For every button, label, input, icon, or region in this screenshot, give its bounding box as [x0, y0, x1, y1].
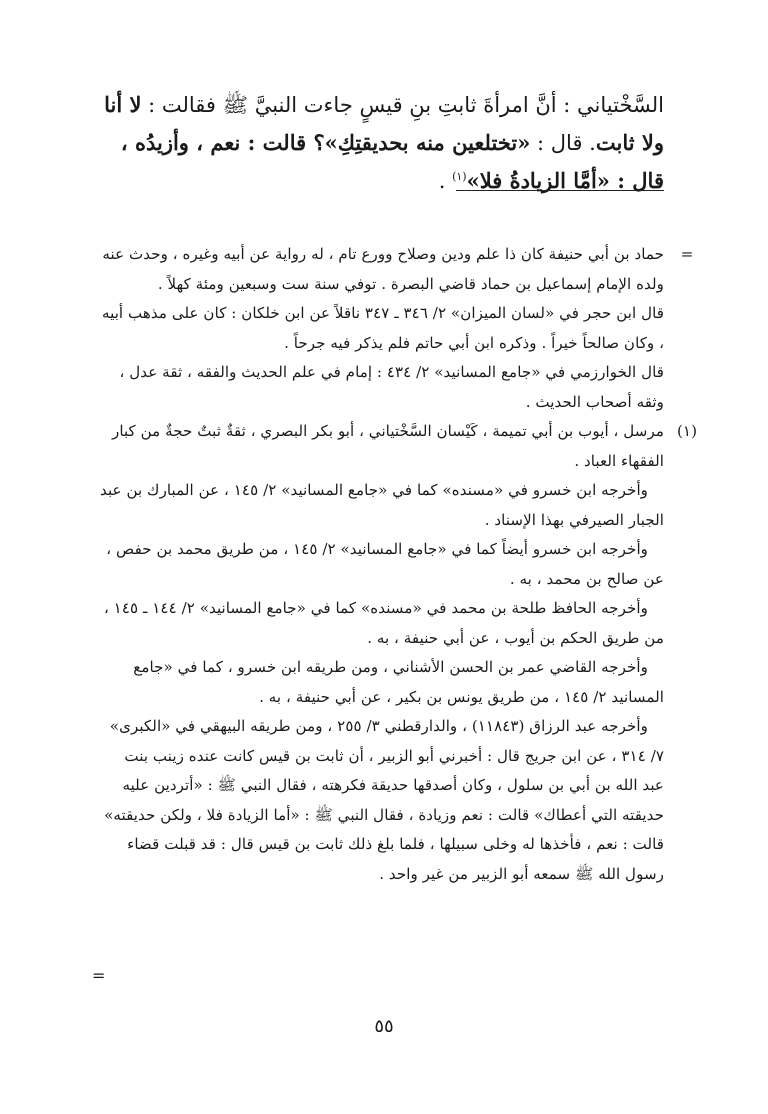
- footnote-text: وأخرجه ابن خسرو أيضاً كما في «جامع المسانيد» ٢/ ١٤٥ ، من طريق محمد بن حفص ، عن صالح بن محمد ، به .: [106, 540, 664, 588]
- footnote-text: وأخرجه القاضي عمر بن الحسن الأشناني ، ومن طريقه ابن خسرو ، كما في «جامع المسانيد ٢/ ١٤٥ ، من طريق يونس بن بكير ، عن أبي حنيفة ، به .: [133, 658, 664, 706]
- footnote-text: وأخرجه الحافظ طلحة بن محمد في «مسنده» كما في «جامع المسانيد» ٢/ ١٤٤ ـ ١٤٥ ، من طريق الحكم بن أيوب ، عن أبي حنيفة ، به .: [103, 599, 664, 647]
- footnote-marker: =: [680, 245, 694, 263]
- footnote-text: مرسل ، أيوب بن أبي تميمة ، كَيْسان السَّخْتياني ، أبو بكر البصري ، ثقةٌ ثبتٌ حجةٌ من كبار الفقهاء العباد .: [111, 422, 664, 470]
- footnote-paragraph: [99, 535, 664, 594]
- footnote-text: وأخرجه عبد الرزاق (١١٨٤٣) ، والدارقطني ٣/ ٢٥٥ ، ومن طريقه البيهقي في «الكبرى» ٧/ ٣١٤ ، عن ابن جريج قال : أخبرني أبو الزبير ، أن ثابت بن قيس كانت عنده زينب بنت عبد الله بن أبي بن سلول ، وكان أصدقها حديقة فكرهته ، فقال النبي ﷺ : «أتردين عليه حديقته التي أعطاك» قالت : نعم وزيادة ، فقال النبي ﷺ : «أما الزيادة فلا ، ولكن حديقته» قالت : نعم ، فأخذها له وخلى سبيلها ، فلما بلغ ذلك ثابت بن قيس قال : قد قبلت قضاء رسول الله ﷺ سمعه أبو الزبير من غير واحد .: [104, 717, 664, 883]
- main-text-bold-quote: «تختلعين منه بحديقتِكِ»؟ قالت : نعم ، وأزيدُه ، قال : «أمَّا الزيادةُ فلا»: [120, 130, 664, 193]
- footnote-text: قال الخوارزمي في «جامع المسانيد» ٢/ ٤٣٤ : إمام في علم الحديث والفقه ، ثقة عدل ، وثقه أصحاب الحديث .: [119, 363, 664, 411]
- footnote-paragraph: [99, 476, 664, 535]
- footnote-separator: [456, 190, 664, 191]
- main-paragraph: [99, 86, 664, 200]
- footnote-reference: (١): [452, 170, 467, 183]
- footnote-text: قال ابن حجر في «لسان الميزان» ٢/ ٣٤٦ ـ ٣٤٧ ناقلاً عن ابن خلكان : كان على مذهب أبيه ، وكان صالحاً خيراً . وذكره ابن أبي حاتم فلم يذكر فيه جرحاً .: [101, 304, 664, 352]
- footnote-paragraph: [99, 240, 694, 299]
- footnote-text: حماد بن أبي حنيفة كان ذا علم ودين وصلاح وورع تام ، له رواية عن أبيه وغيره ، وحدث عنه ولده الإمام إسماعيل بن حماد قاضي البصرة . توفي سنة ست وسبعين ومئة كهلاً .: [102, 245, 664, 293]
- main-text-end: .: [438, 169, 453, 193]
- footnote-paragraph: [99, 358, 664, 417]
- main-text-part: السَّخْتياني : أنَّ امرأةَ ثابتِ بنِ قيسٍ جاءت النبيَّ ﷺ فقالت :: [141, 93, 664, 117]
- continuation-mark: =: [92, 966, 106, 985]
- footnote-paragraph: [99, 417, 698, 476]
- footnote-paragraph: [99, 653, 664, 712]
- footnote-text: وأخرجه ابن خسرو في «مسنده» كما في «جامع المسانيد» ٢/ ١٤٥ ، عن المبارك بن عبد الجبار الصيرفي بهذا الإسناد .: [100, 481, 664, 529]
- main-text: [99, 86, 664, 200]
- footnotes: [99, 240, 698, 889]
- footnote-marker: (١): [676, 422, 698, 440]
- footnote-paragraph: [99, 299, 664, 358]
- main-text-bold: لا أنا ولا ثابت: [104, 92, 664, 155]
- page-number: ٥٥: [374, 1016, 394, 1037]
- main-text-part: . قال :: [530, 131, 596, 155]
- footnote-paragraph: [99, 712, 664, 889]
- footnote-paragraph: [99, 594, 664, 653]
